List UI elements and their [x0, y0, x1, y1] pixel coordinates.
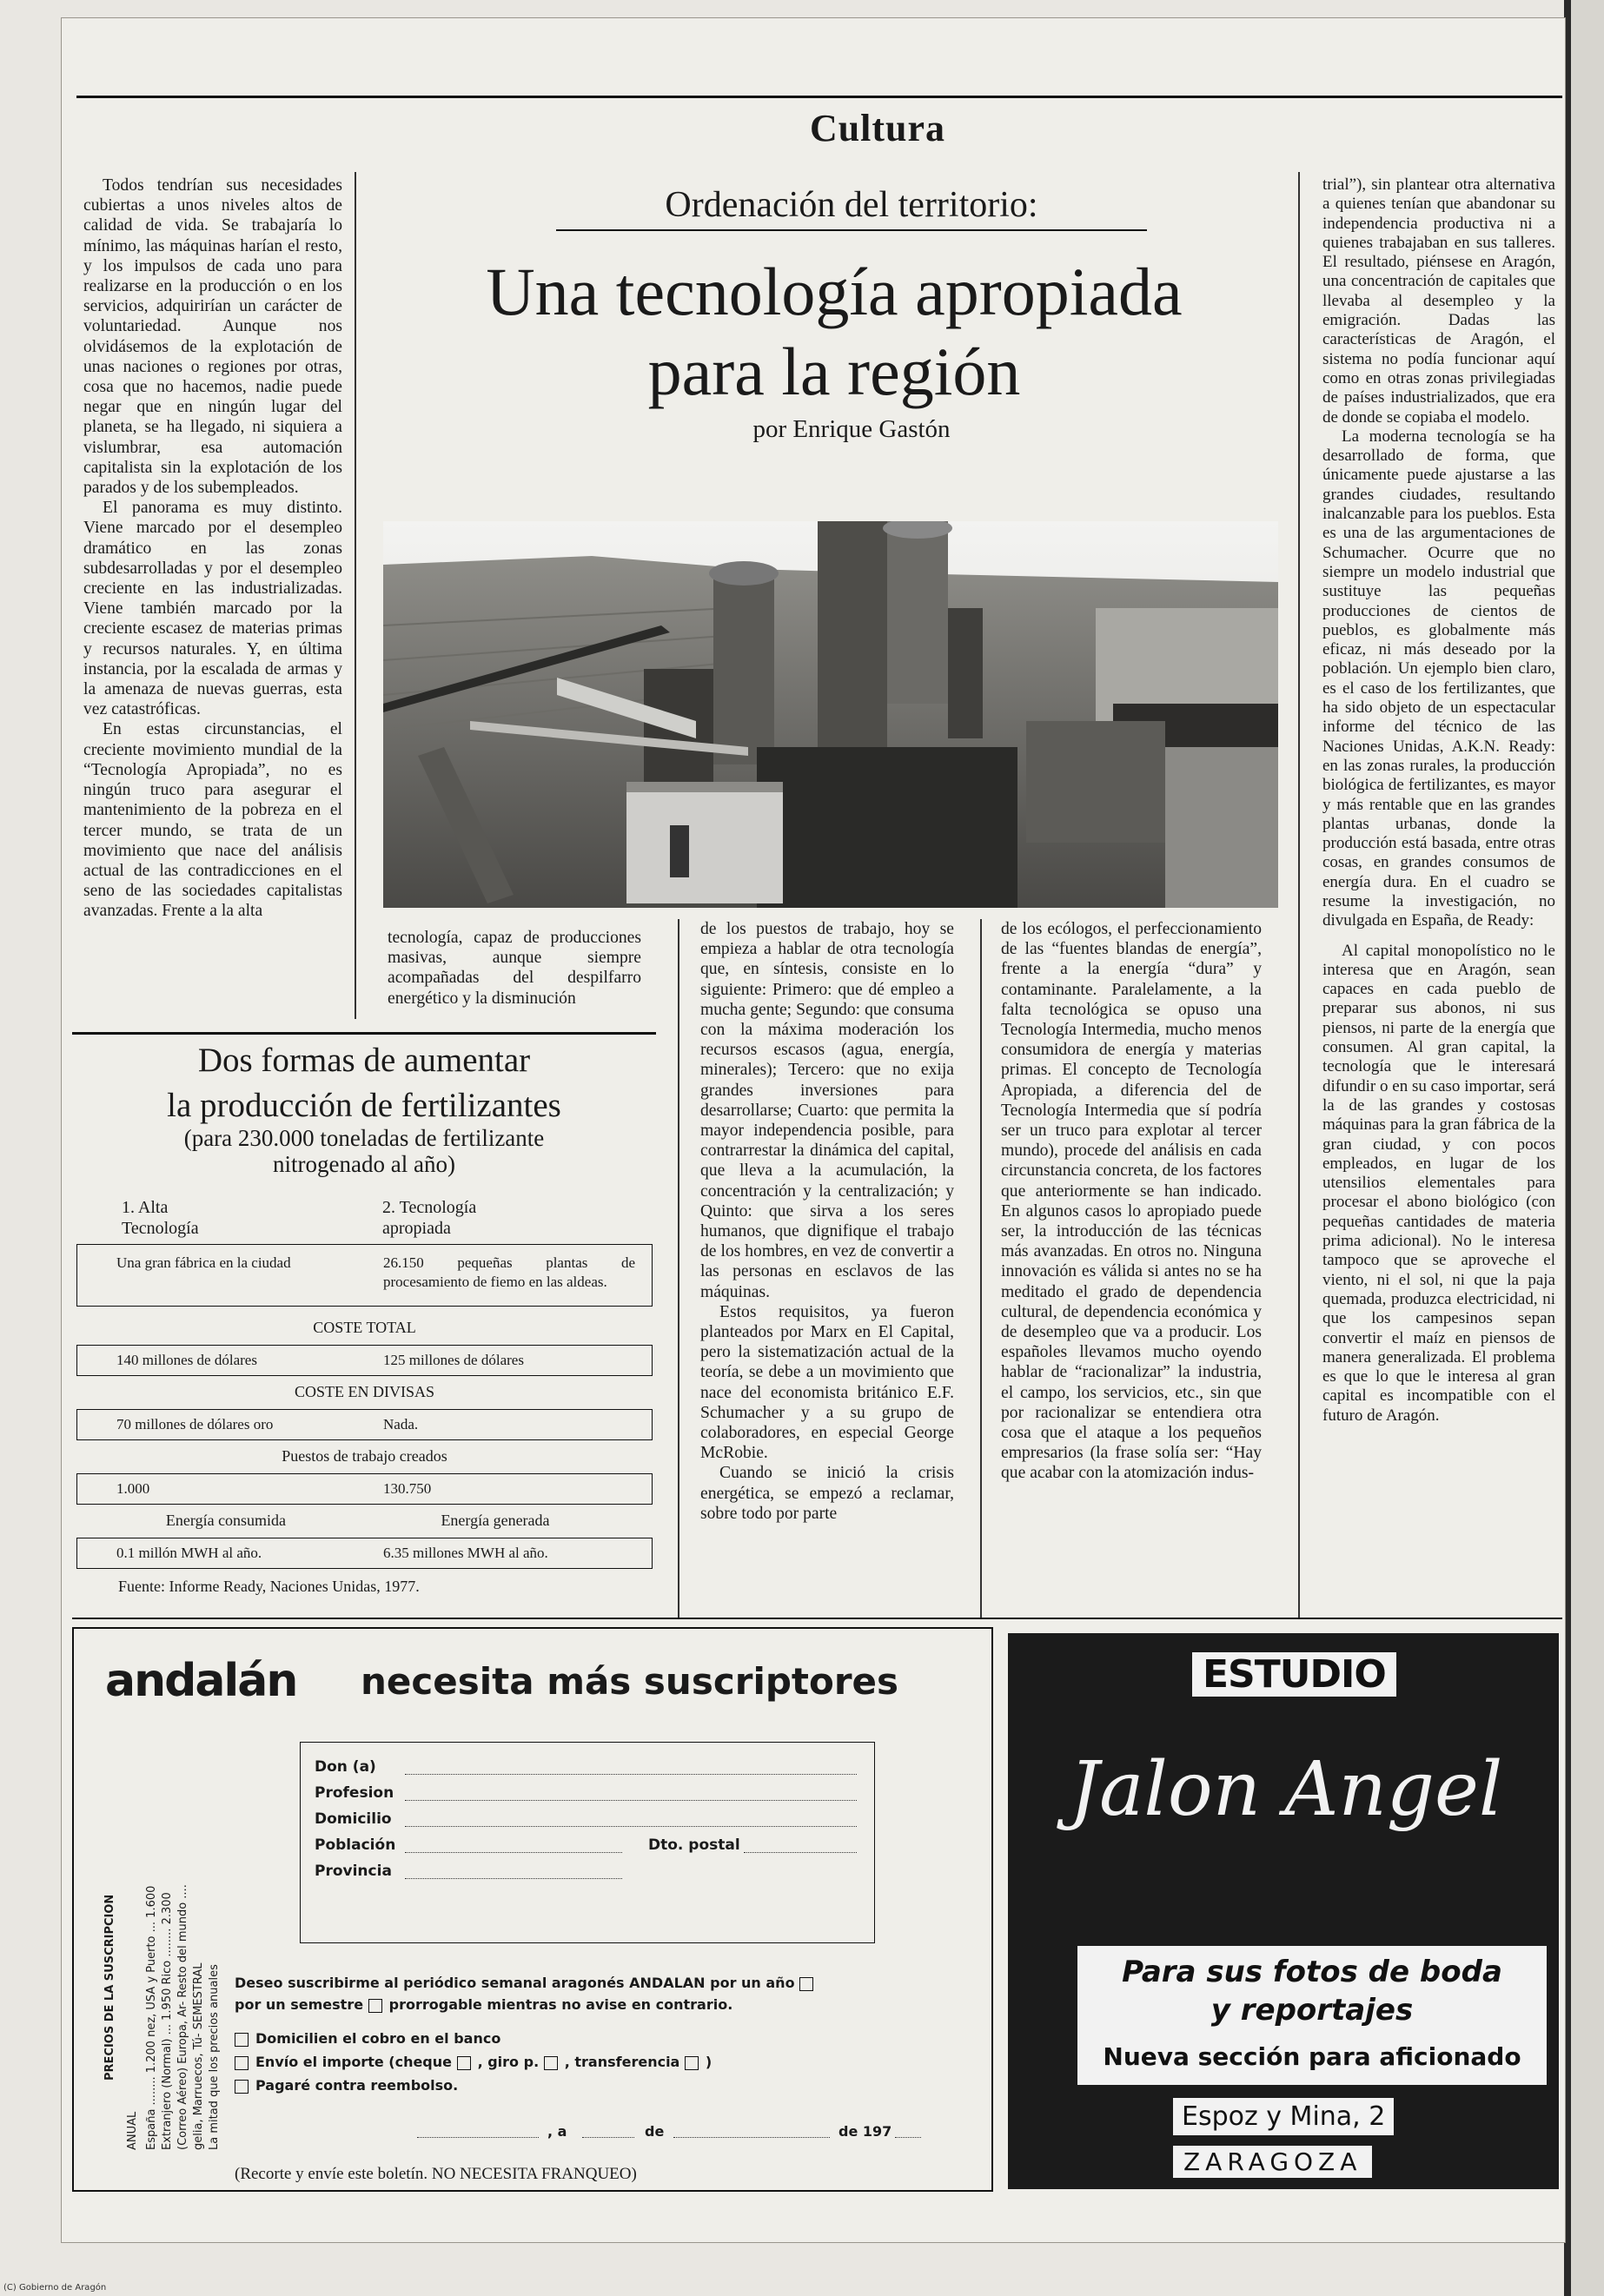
- headline-line: para la región: [647, 334, 1021, 409]
- studio-signature: Jalon Angel: [1069, 1746, 1503, 1833]
- month-field[interactable]: [673, 2137, 830, 2138]
- semester-checkbox[interactable]: [368, 1999, 382, 2013]
- headline: [387, 252, 1282, 412]
- table-cell: 125 millones de dólares: [383, 1352, 524, 1368]
- andalan-subscription-ad: [72, 1627, 993, 2192]
- field-label: Domicilio: [315, 1810, 392, 1828]
- copyright: (C) Gobierno de Aragón: [3, 2283, 107, 2293]
- ad-tagline: necesita más suscriptores: [361, 1660, 899, 1703]
- headline-line: Una tecnología apropiada: [486, 254, 1183, 329]
- price-line: La mitad que los precios anuales: [208, 1964, 221, 2150]
- paragraph: de los ecólogos, el perfeccionamiento de las “fuentes blandas de energía”, frente a la energía “dura” y contaminante. Paralelamente, a la falta tecnológica se opuso una Tecnología Intermedia, mucho menos consumidora de energía y materias primas. El concepto de Tecnología Apropiada, a diferencia del de Tecnología Intermedia que sí podría ser un truco para explotar al tercer mundo), procede del análisis en cada circunstancia concreta, de los factores que anteriormente se han indicado. En algunos casos lo apropiado puede ser, la introducción de las técnicas más avanzadas. En otros no. Ninguna innovación es válida si antes no se ha meditado el grado de dependencia cultural, de dependencia económica y de desempleo que va a producir. Los españoles llevamos mucho oyendo hablar de “racionalizar” la industria, el campo, los servicios, etc., sin que por racionalizar se entendiera otra cosa que el ataque a los pequeños empresarios (la frase solía ser: “Hay que acabar con la atomización indus-: [1001, 920, 1262, 1483]
- table-row: [76, 1409, 653, 1440]
- table-cell: 0.1 millón MWH al año.: [116, 1545, 262, 1561]
- top-rule: [76, 96, 1562, 98]
- ad-text: Nueva sección para aficionado: [1103, 2042, 1521, 2071]
- name-field[interactable]: [405, 1774, 857, 1775]
- row-caption: Puestos de trabajo creados: [282, 1447, 447, 1465]
- article-column-2: [388, 928, 641, 1009]
- price-line: (Correo Aéreo) Europa, Ar- Resto del mundo ....: [176, 1884, 189, 2150]
- date-label: de: [645, 2123, 665, 2140]
- paragraph: Todos tendrían sus necesidades cubiertas a unos niveles altos de calidad de vida. Se trabajaría lo mínimo, las máquinas harían el resto, y los impulsos de cada uno para realizarse en la producción o en los servicios, adquirirían un carácter de voluntariedad. Aunque nos olvidásemos de la explotación de unas naciones o regiones por otras, cosa que no hacemos, nadie puede negar que en ningún lugar del planeta, se ha llegado, ni siquiera a vislumbrar, esa automación capitalista sin la explotación de los parados y de los subempleados.: [83, 176, 342, 498]
- subscription-text: [235, 1975, 973, 2184]
- ad-panel: [1077, 1946, 1547, 2085]
- form-footer: (Recorte y envíe este boletín. NO NECESITA FRANQUEO): [235, 2165, 637, 2183]
- column-divider: [980, 919, 982, 1618]
- bottom-rule: [72, 1618, 1562, 1619]
- ad-text: y reportajes: [1210, 1993, 1414, 2028]
- paragraph: trial”), sin plantear otra alternativa a quienes tenían que abandonar su independencia productiva ni a quienes trabajaban en sus talleres. El resultado, piénsese en Aragón, una concentración de capitales que llevaba al desempleo y la emigración. Dadas las características de Aragón, el sistema no podía funcionar aquí como en otras zonas privilegiadas de países industrializados, que era de donde se copiaba el modelo.: [1322, 175, 1555, 427]
- row-caption: COSTE EN DIVISAS: [294, 1383, 434, 1400]
- table-cell: Una gran fábrica en la ciudad: [116, 1254, 291, 1271]
- town-field[interactable]: [405, 1852, 622, 1853]
- paragraph: La moderna tecnología se ha desarrollado de forma, que únicamente puede ajustarse a las grandes ciudades, resultando inalcanzable para los pueblos. Esta es una de las argumentaciones de Schumacher. Ocurre que no siempre un modelo industrial que sustituye las pequeñas producciones de cientos de pueblos, es globalmente más eficaz, ni más deseado por la población. Un ejemplo bien claro, es el caso de los fertilizantes, que ha sido objeto de un espectacular informe del técnico de las Naciones Unidas, A.K.N. Ready: en las zonas rurales, la producción biológica de fertilizantes, es mayor y más rentable que en las grandes plantas urbanas, donde la producción está basada, entre otras cosas, en grandes consumos de energía dura. En el cuadro se resume la investigación, no divulgada en España, de Ready:: [1322, 427, 1555, 930]
- payment-option: , giro p.: [477, 2054, 540, 2070]
- price-line: ANUAL: [126, 2111, 139, 2150]
- send-checkbox[interactable]: [235, 2056, 249, 2070]
- subscribe-line: por un semestre: [235, 1996, 364, 2013]
- industrial-plant-photo: [383, 521, 1278, 908]
- year-checkbox[interactable]: [799, 1977, 813, 1991]
- box-subtitle: (para 230.000 toneladas de fertilizante: [183, 1125, 545, 1151]
- field-label: Provincia: [315, 1863, 392, 1880]
- article-kicker: Ordenación del territorio:: [556, 184, 1147, 231]
- table-row: [76, 1244, 653, 1307]
- price-line: gelia, Marruecos, Tú- SEMESTRAL: [192, 1962, 205, 2150]
- estudio-jalon-angel-ad: [1008, 1633, 1559, 2189]
- paragraph: Al capital monopolístico no le interesa que en Aragón, sean capaces en cada pueblo de preparar sus abonos, ni sus piensos, ni parte de la energía que consumen. Al gran capital, la tecnología que le interesará difundir o en su caso importar, será la de las grandes y costosas máquinas para la gran fábrica de la gran ciudad, y con pocos empleados, en lugar de los utensilios elementales para procesar el abono biológico (con pequeñas cantidades de materia prima adicional). No le interesa tampoco que se aproveche el viento, ni el sol, ni que la paja quemada, produzca electricidad, ni que los campesinos sepan convertir el maíz en piensos de manera generalizada. El problema es que lo que le interesa al gran capital es incompatible con el futuro de Aragón.: [1322, 941, 1555, 1425]
- option-appropriate-tech: 2. Tecnología apropiada: [382, 1198, 477, 1238]
- table-cell: 140 millones de dólares: [116, 1352, 257, 1368]
- transfer-checkbox[interactable]: [685, 2056, 699, 2070]
- payment-option: ): [705, 2054, 713, 2070]
- day-field[interactable]: [582, 2137, 634, 2138]
- giro-checkbox[interactable]: [544, 2056, 558, 2070]
- paragraph: Estos requisitos, ya fueron planteados por Marx en El Capital, pero la sistematización actual de la teoría, se debe a un movimiento que nace del economista británico E.F. Schumacher y a su grupo de colaboradores, en especial George McRobie.: [700, 1302, 954, 1463]
- ad-city: ZARAGOZA: [1173, 2146, 1372, 2178]
- table-cell: Nada.: [383, 1416, 419, 1433]
- province-field[interactable]: [405, 1878, 622, 1879]
- cod-checkbox[interactable]: [235, 2080, 249, 2094]
- paragraph: El panorama es muy distinto. Viene marcado por el desempleo dramático en las zonas subdesarrolladas y por el desempleo creciente en las industrializadas. Viene también marcado por la creciente escasez de materias primas y recursos naturales. Y, en última instancia, por la escalada de armas y la amenaza de nuevas guerras, esta vez catastróficas.: [83, 499, 342, 719]
- payment-option: Domicilien el cobro en el banco: [255, 2030, 501, 2047]
- ad-address: Espoz y Mina, 2: [1173, 2098, 1394, 2135]
- article-column-1: [83, 175, 342, 922]
- price-line: Extranjero (Normal) ... 1.950 Rico ........ 2.300: [161, 1892, 174, 2150]
- subscription-form: [300, 1742, 875, 1943]
- article-column-5: [1322, 175, 1555, 1426]
- byline: por Enrique Gastón: [752, 415, 951, 443]
- profession-field[interactable]: [405, 1800, 857, 1801]
- table-cell: 130.750: [383, 1480, 432, 1497]
- paragraph: de los puestos de trabajo, hoy se empieza a hablar de otra tecnología que, en síntesis, consiste en lo siguiente: Primero: que dé empleo a mucha gente; Segundo: que consuma con la máxima moderación los recursos escasos (agua, energía, minerales); Tercero: que no exija grandes inversiones para desarrollarse; Cuarto: que permita la mayor independencia posible, para contrarrestar la dinámica del capital, que lleva a la acumulación, la concentración y la centralización; y Quinto: que sirva a los seres humanos, que dignifique el trabajo de los hombres, en vez de convertir a las personas en esclavos de las máquinas.: [700, 920, 954, 1301]
- price-title: PRECIOS DE LA SUSCRIPCION: [103, 1894, 116, 2081]
- row-caption: Energía generada: [441, 1512, 550, 1529]
- place-field[interactable]: [417, 2137, 539, 2138]
- table-cell: 26.150 pequeñas plantas de procesamiento de fiemo en las aldeas.: [383, 1254, 635, 1290]
- table-cell: 6.35 millones MWH al año.: [383, 1545, 548, 1561]
- field-label: Población: [315, 1836, 396, 1854]
- paragraph: En estas circunstancias, el creciente movimiento mundial de la “Tecnología Apropiada”, no es ningún truco para asegurar el mantenimiento de la pobreza en el tercer mundo, se trata de un movimiento que nace del análisis actual de las contradicciones en el seno de las sociedades capitalistas avanzadas. Frente a la alta: [83, 720, 342, 921]
- date-label: , a: [547, 2123, 567, 2140]
- price-line: España ........ 1.200 nez, USA y Puerto ... 1.600: [145, 1885, 158, 2150]
- payment-option: Envío el importe (cheque: [255, 2054, 452, 2070]
- row-caption: Energía consumida: [165, 1512, 287, 1529]
- table-row: [76, 1345, 653, 1376]
- andalan-logo: andalán: [105, 1655, 297, 1707]
- paragraph: Cuando se inició la crisis energética, se empezó a reclamar, sobre todo por parte: [700, 1464, 954, 1523]
- article-column-4: [1001, 919, 1262, 1484]
- adjacent-page-edge: [1564, 0, 1604, 2296]
- field-label: Profesion: [315, 1784, 394, 1802]
- payment-option: Pagaré contra reembolso.: [255, 2077, 459, 2094]
- table-cell: 1.000: [116, 1480, 150, 1497]
- cheque-checkbox[interactable]: [457, 2056, 471, 2070]
- column-divider: [1298, 172, 1300, 1618]
- subscribe-line: prorrogable mientras no avise en contrario.: [388, 1996, 733, 2013]
- field-label: Don (a): [315, 1758, 376, 1776]
- column-divider: [355, 172, 356, 1019]
- payment-option: , transferencia: [564, 2054, 680, 2070]
- year-field[interactable]: [895, 2137, 921, 2138]
- table-row: [76, 1538, 653, 1569]
- date-label: de 197: [838, 2123, 892, 2140]
- column-divider: [678, 919, 679, 1618]
- option-high-tech: 1. Alta Tecnología: [122, 1198, 199, 1238]
- estudio-badge: ESTUDIO: [1192, 1652, 1396, 1697]
- paragraph: tecnología, capaz de producciones masivas, aunque siempre acompañadas del despilfarro energético y la disminución: [388, 929, 641, 1008]
- box-title: la producción de fertilizantes: [167, 1087, 561, 1124]
- table-row: [76, 1473, 653, 1505]
- field-label: Dto. postal: [648, 1836, 740, 1854]
- ad-text: Para sus fotos de boda: [1122, 1955, 1502, 1989]
- table-cell: 70 millones de dólares oro: [116, 1416, 274, 1433]
- table-source: Fuente: Informe Ready, Naciones Unidas, 1977.: [118, 1578, 420, 1595]
- section-title: Cultura: [809, 107, 946, 149]
- address-field[interactable]: [405, 1826, 857, 1827]
- article-column-3: [700, 919, 954, 1524]
- subscribe-line: Deseo suscribirme al periódico semanal aragonés ANDALAN por un año: [235, 1975, 795, 1991]
- postal-code-field[interactable]: [744, 1852, 857, 1853]
- box-subtitle: nitrogenado al año): [273, 1151, 455, 1177]
- box-title: Dos formas de aumentar: [197, 1042, 531, 1079]
- bank-checkbox[interactable]: [235, 2033, 249, 2047]
- row-caption: COSTE TOTAL: [313, 1319, 416, 1336]
